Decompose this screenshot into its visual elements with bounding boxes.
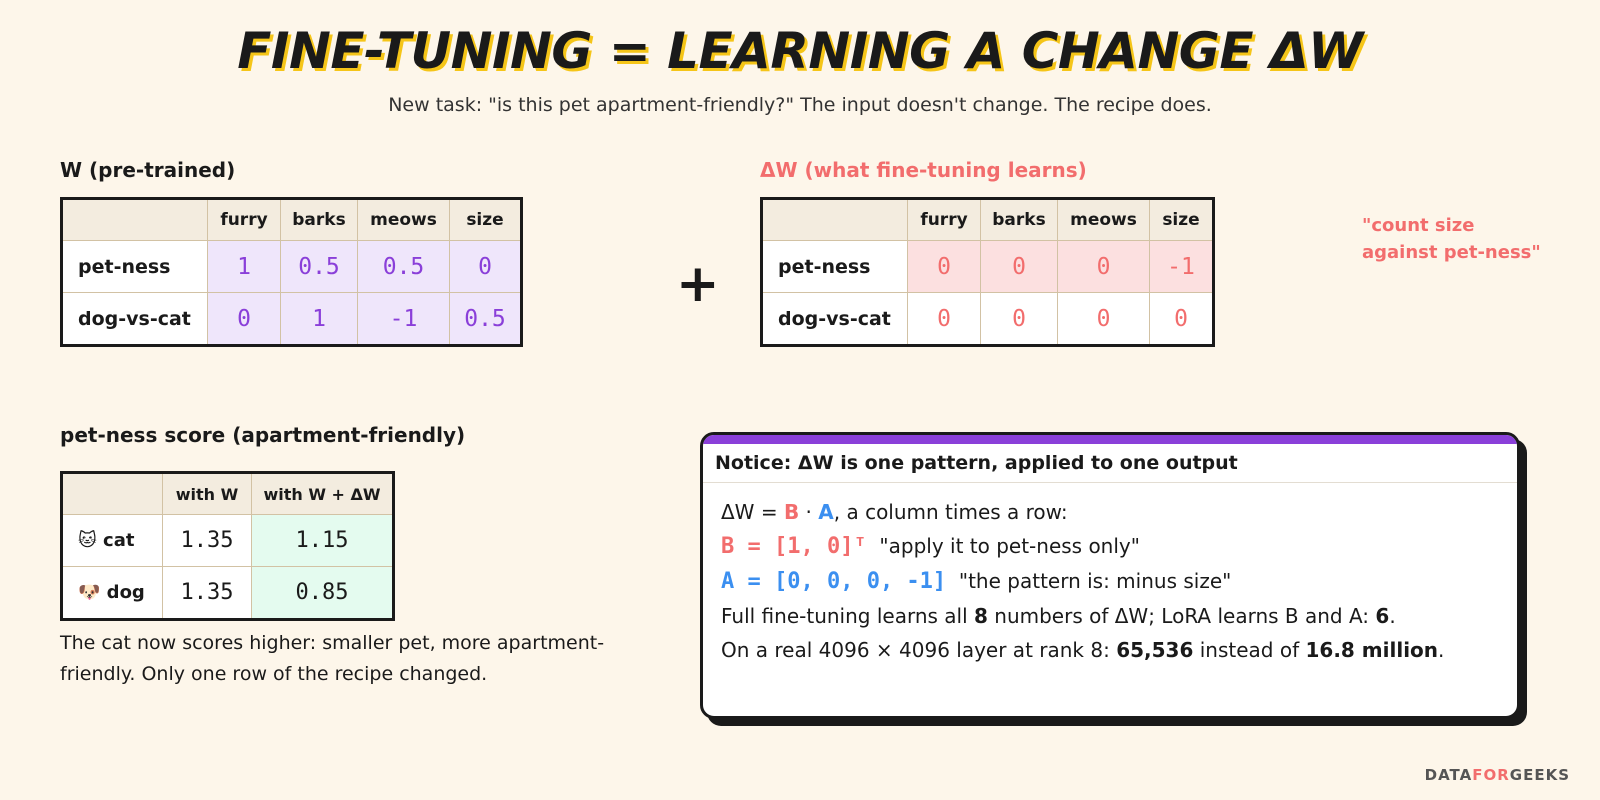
notice-line-real	[721, 633, 1499, 667]
score-col-with-w-dw: with W + ΔW	[252, 473, 394, 515]
counts-full: 8	[974, 604, 988, 628]
a-vector-text: "the pattern is: minus size"	[958, 569, 1232, 593]
counts-text: Full fine-tuning learns all	[721, 604, 974, 628]
w-col-meows: meows	[358, 199, 450, 241]
real-lora-count: 65,536	[1116, 638, 1194, 662]
notice-body	[703, 483, 1517, 667]
score-caption: The cat now scores higher: smaller pet, more apartment-friendly. Only one row of the recipe changed.	[60, 632, 605, 685]
dw-cell: 0	[1058, 293, 1150, 346]
formula-a: A	[818, 500, 834, 524]
annotation-line: against pet-ness"	[1362, 242, 1541, 263]
formula-prefix: ΔW =	[721, 500, 784, 524]
score-cell: 1.35	[163, 567, 252, 620]
w-row-pet-ness	[62, 241, 522, 293]
score-col-with-w: with W	[163, 473, 252, 515]
page-title: FINE-TUNING = LEARNING A CHANGE ΔW	[237, 22, 1363, 80]
dw-col-size: size	[1150, 199, 1214, 241]
brand-logo	[1425, 766, 1570, 784]
formula-b: B	[783, 500, 800, 524]
dw-row-pet-ness	[762, 241, 1214, 293]
notice-card	[700, 432, 1520, 719]
notice-line-b	[721, 529, 1499, 564]
size-annotation	[1362, 212, 1562, 266]
plus-operator: +	[676, 254, 720, 314]
formula-dot: ·	[799, 500, 819, 524]
notice-line-formula	[721, 495, 1499, 529]
dw-cell: 0	[1150, 293, 1214, 346]
w-cell: 0.5	[358, 241, 450, 293]
real-full-count: 16.8 million	[1305, 638, 1439, 662]
notice-line-a	[721, 564, 1499, 599]
dw-matrix-corner	[762, 199, 908, 241]
b-vector-code: B = [1, 0]ᵀ	[721, 534, 867, 559]
w-matrix-table	[60, 197, 523, 347]
dw-rowhead-pet-ness: pet-ness	[762, 241, 908, 293]
w-cell: 1	[208, 241, 281, 293]
counts-text: numbers of ΔW; LoRA learns B and A:	[987, 604, 1376, 628]
w-cell: 0	[450, 241, 522, 293]
w-col-furry: furry	[208, 199, 281, 241]
dw-row-dog-vs-cat	[762, 293, 1214, 346]
score-corner	[62, 473, 163, 515]
page-subtitle: New task: "is this pet apartment-friendly?" The input doesn't change. The recipe does.	[388, 94, 1212, 116]
w-cell: 0	[208, 293, 281, 346]
dw-cell: 0	[981, 293, 1058, 346]
real-text: instead of	[1193, 638, 1306, 662]
w-row-dog-vs-cat	[62, 293, 522, 346]
brand-part: FOR	[1472, 766, 1510, 784]
dw-rowhead-dog-vs-cat: dog-vs-cat	[762, 293, 908, 346]
score-rowhead-cat: 🐱 cat	[62, 515, 163, 567]
a-vector-code: A = [0, 0, 0, -1]	[721, 569, 947, 594]
w-rowhead-dog-vs-cat: dog-vs-cat	[62, 293, 208, 346]
dw-col-furry: furry	[908, 199, 981, 241]
real-text: .	[1438, 638, 1445, 662]
formula-suffix: , a column times a row:	[833, 500, 1068, 524]
score-row-cat	[62, 515, 394, 567]
score-cell: 1.15	[252, 515, 394, 567]
dw-matrix-table	[760, 197, 1215, 347]
w-cell: -1	[358, 293, 450, 346]
dw-cell: 0	[981, 241, 1058, 293]
dw-cell: -1	[1150, 241, 1214, 293]
dw-col-meows: meows	[1058, 199, 1150, 241]
dw-cell: 0	[908, 241, 981, 293]
counts-text: .	[1389, 604, 1396, 628]
notice-box	[700, 432, 1520, 719]
w-rowhead-pet-ness: pet-ness	[62, 241, 208, 293]
w-col-size: size	[450, 199, 522, 241]
brand-part: GEEKS	[1509, 766, 1570, 784]
w-matrix-label: W (pre-trained)	[60, 158, 236, 182]
w-cell: 1	[281, 293, 358, 346]
dw-col-barks: barks	[981, 199, 1058, 241]
score-cell: 1.35	[163, 515, 252, 567]
score-header-row	[62, 473, 394, 515]
w-matrix-header-row	[62, 199, 522, 241]
notice-title: Notice: ΔW is one pattern, applied to one output	[703, 444, 1517, 483]
notice-line-counts	[721, 599, 1499, 633]
counts-lora: 6	[1375, 604, 1390, 628]
score-rowhead-dog: 🐶 dog	[62, 567, 163, 620]
score-cell: 0.85	[252, 567, 394, 620]
w-col-barks: barks	[281, 199, 358, 241]
real-text: On a real 4096 × 4096 layer at rank 8:	[721, 638, 1117, 662]
annotation-line: "count size	[1362, 215, 1475, 236]
score-row-dog	[62, 567, 394, 620]
w-matrix-corner	[62, 199, 208, 241]
brand-part: DATA	[1424, 766, 1473, 784]
notice-accent-bar	[703, 435, 1517, 444]
score-table	[60, 471, 395, 621]
score-table-label: pet-ness score (apartment-friendly)	[60, 423, 466, 447]
w-cell: 0.5	[281, 241, 358, 293]
dw-matrix-header-row	[762, 199, 1214, 241]
dw-cell: 0	[1058, 241, 1150, 293]
dw-matrix-label: ΔW (what fine-tuning learns)	[760, 158, 1087, 182]
dw-cell: 0	[908, 293, 981, 346]
b-vector-text: "apply it to pet-ness only"	[879, 534, 1140, 558]
w-cell: 0.5	[450, 293, 522, 346]
